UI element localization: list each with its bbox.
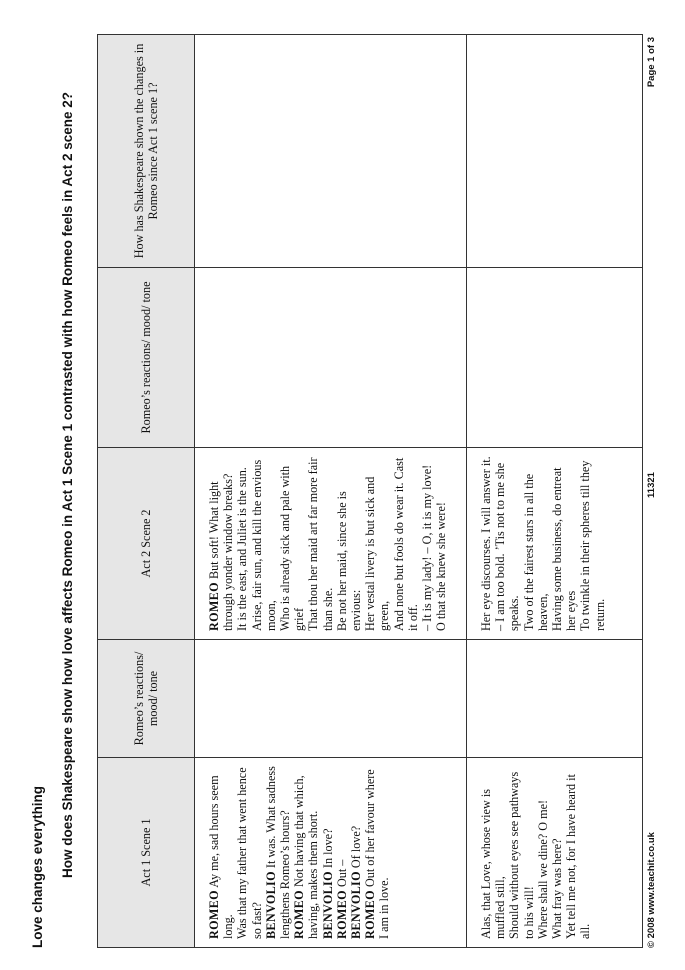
quote-text: Arise, fair sun, and kill the envious moon, [249,459,278,631]
quote-line [479,456,493,631]
speaker-name: BENVOLIO [263,871,278,939]
quote-text: – I am too bold. ’Tis not to me she speaks. [493,462,522,631]
table-row [467,35,643,948]
quote-line [392,456,420,631]
changes-cell[interactable] [195,35,467,268]
worksheet-question: How does Shakespeare show how love affects Romeo in Act 1 Scene 1 contrasted with how Romeo feels in Act 2 scene 2? [60,92,75,878]
speaker-name: ROMEO [363,890,378,939]
quote-text: Of love? [349,825,364,869]
quote-line [536,766,550,939]
act2-quote-cell [467,448,643,640]
quote-text: Ay me, sad hours seem long. [207,775,236,939]
document-title: Love changes everything [30,785,45,948]
table-header-row [98,35,195,948]
quote-line [264,766,292,939]
footer-code: 11321 [646,472,657,498]
quote-text: Her eye discourses. I will answer it. [479,456,493,631]
quote-text: Having some business, do entreat her eyes [550,467,579,631]
header-act2-reactions: Romeo’s reactions/ mood/ tone [98,268,195,448]
quote-line [363,456,391,631]
quote-text: Two of the fairest stars in all the heaven, [521,473,550,631]
act2-reaction-cell[interactable] [467,268,643,448]
quote-text: Was that my father that went hence so fast? [235,767,264,939]
header-act1-scene1: Act 1 Scene 1 [98,758,195,948]
quote-text: – It is my lady! – O, it is my love! [420,464,435,631]
analysis-table [97,34,643,948]
quote-text: Alas, that Love, whose view is muffled still, [479,789,508,939]
act2-reaction-cell[interactable] [195,268,467,448]
changes-cell[interactable] [467,35,643,268]
quote-line [550,456,578,631]
quote-text: Not having that which, having, makes them short. [292,775,321,939]
quote-text: Should without eyes see pathways to his will! [507,771,536,939]
quote-line [564,766,592,939]
quote-line [207,766,235,939]
speaker-name: ROMEO [334,890,349,939]
quote-line [349,766,363,939]
footer-copyright: © 2008 www.teachit.co.uk [646,832,657,948]
quote-text: Her vestal livery is but sick and green, [363,476,392,631]
table-row [195,35,467,948]
quote-text: It is the east, and Juliet is the sun. [235,467,250,631]
footer-page-number: Page 1 of 3 [646,37,657,88]
quote-line [550,766,564,939]
quote-line [507,766,535,939]
speaker-name: BENVOLIO [349,871,364,939]
quote-text: O that she knew she were! [434,502,449,631]
quote-text: It was. What sadness lengthens Romeo’s hours? [263,766,293,939]
quote-line [250,456,278,631]
quote-line [278,456,306,631]
quote-line [321,766,335,939]
quote-text: To twinkle in their spheres till they return. [578,460,607,631]
act1-quote-cell [195,758,467,948]
speaker-name: ROMEO [207,582,221,631]
quote-text: Yet tell me not, for I have heard it all. [564,774,593,939]
header-act2-scene2: Act 2 Scene 2 [98,448,195,640]
quote-line [479,766,507,939]
quote-text: Who is already sick and pale with grief [278,465,307,631]
header-act1-reactions: Romeo’s reactions/ mood/ tone [98,640,195,758]
quote-text: But soft! What light through yonder window breaks? [207,473,236,631]
quote-line [207,456,235,631]
quote-line [335,456,363,631]
act1-reaction-cell[interactable] [467,640,643,758]
quote-line [306,456,334,631]
quote-line [434,456,448,631]
speaker-name: ROMEO [207,890,221,939]
quote-line [578,456,606,631]
act1-reaction-cell[interactable] [195,640,467,758]
quote-line [493,456,521,631]
quote-line [522,456,550,631]
quote-text: Be not her maid, since she is envious: [334,491,364,631]
quote-text: Out – [334,859,349,888]
quote-line [292,766,320,939]
quote-text: That thou her maid art far more fair than she. [306,457,335,631]
quote-text: And none but fools do wear it. Cast it off. [391,457,420,631]
speaker-name: BENVOLIO [320,871,335,939]
act1-quote-cell [467,758,643,948]
act2-quote-cell [195,448,467,640]
quote-line [363,766,391,939]
header-changes: How has Shakespeare shown the changes in Romeo since Act 1 scene 1? [98,35,195,268]
quote-line [235,456,249,631]
quote-line [235,766,263,939]
quote-text: Where shall we dine? O me! [535,799,550,939]
quote-line [335,766,349,939]
quote-line [420,456,434,631]
quote-text: In love? [320,828,335,869]
speaker-name: ROMEO [292,890,307,939]
quote-text: What fray was here? [550,838,565,939]
quote-text: Out of her favour where I am in love. [363,769,392,939]
